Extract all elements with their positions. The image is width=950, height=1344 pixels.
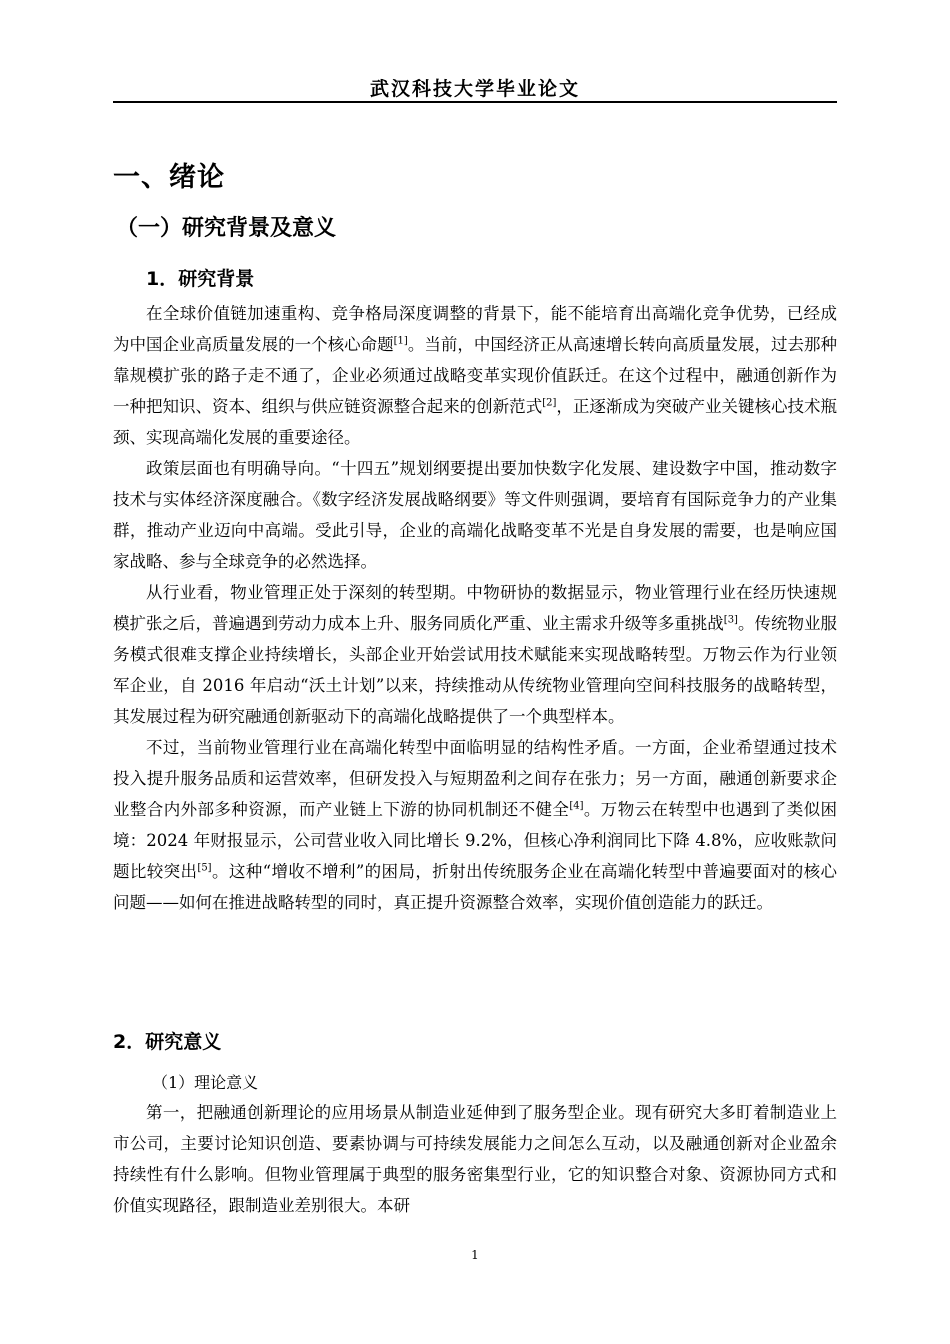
citation: [2] (542, 397, 557, 409)
header-title: 武汉科技大学毕业论文 (369, 78, 580, 100)
subsection-title-significance: 2．研究意义 (113, 1031, 222, 1053)
citation: [1] (393, 335, 408, 347)
paragraph: 从行业看，物业管理正处于深刻的转型期。中物研协的数据显示，物业管理行业在经历快速规模扩张之后，普遍遇到劳动力成本上升、服务同质化严重、业主需求升级等多重挑战[3]。传统物业服务模式很难支撑企业持续增长，头部企业开始尝试用技术赋能来实现战略转型。万物云作为行业领军企业，自 2016 年启动“沃土计划”以来，持续推动从传统物业管理向空间科技服务的战略转型，其发展过程为研究融通创新驱动下的高端化战略提供了一个典型样本。 (113, 583, 838, 726)
paragraph: 在全球价值链加速重构、竞争格局深度调整的背景下，能不能培育出高端化竞争优势，已经成为中国企业高质量发展的一个核心命题[1]。当前，中国经济正从高速增长转向高质量发展，过去那种靠规模扩张的路子走不通了，企业必须通过战略变革实现价值跃迁。在这个过程中，融通创新作为一种把知识、资本、组织与供应链资源整合起来的创新范式[2]，正逐渐成为突破产业关键核心技术瓶颈、实现高端化发展的重要途径。 (113, 304, 838, 447)
subsection-title-background: 1．研究背景 (146, 268, 255, 290)
header-rule (113, 101, 837, 103)
background-body (113, 298, 837, 918)
significance-body (113, 1097, 837, 1221)
section-title: （一）研究背景及意义 (116, 216, 337, 241)
page-number: 1 (471, 1248, 479, 1262)
paragraph: 政策层面也有明确导向。“十四五”规划纲要提出要加快数字化发展、建设数字中国，推动数字技术与实体经济深度融合。《数字经济发展战略纲要》等文件则强调，要培育有国际竞争力的产业集群，推动产业迈向中高端。受此引导，企业的高端化战略变革不光是自身发展的需要，也是响应国家战略、参与全球竞争的必然选择。 (113, 459, 837, 571)
paragraph: 不过，当前物业管理行业在高端化转型中面临明显的结构性矛盾。一方面，企业希望通过技术投入提升服务品质和运营效率，但研发投入与短期盈利之间存在张力；另一方面，融通创新要求企业整合内外部多种资源，而产业链上下游的协同机制还不健全[4]。万物云在转型中也遇到了类似困境：2024 年财报显示，公司营业收入同比增长 9.2%，但核心净利润同比下降 4.8%，应收账款问题比较突出[5]。这种“增收不增利”的困局，折射出传统服务企业在高端化转型中普遍要面对的核心问题——如何在推进战略转型的同时，真正提升资源整合效率，实现价值创造能力的跃迁。 (113, 738, 838, 912)
theory-significance-label: （1）理论意义 (152, 1073, 259, 1092)
citation: [5] (197, 862, 212, 874)
citation: [4] (569, 800, 584, 812)
citation: [3] (723, 614, 738, 626)
paragraph: 第一，把融通创新理论的应用场景从制造业延伸到了服务型企业。现有研究大多盯着制造业上市公司，主要讨论知识创造、要素协调与可持续发展能力之间怎么互动，以及融通创新对企业盈余持续性有什么影响。但物业管理属于典型的服务密集型行业，它的知识整合对象、资源协同方式和价值实现路径，跟制造业差别很大。本研 (113, 1103, 837, 1215)
chapter-title: 一、绪论 (113, 162, 225, 193)
